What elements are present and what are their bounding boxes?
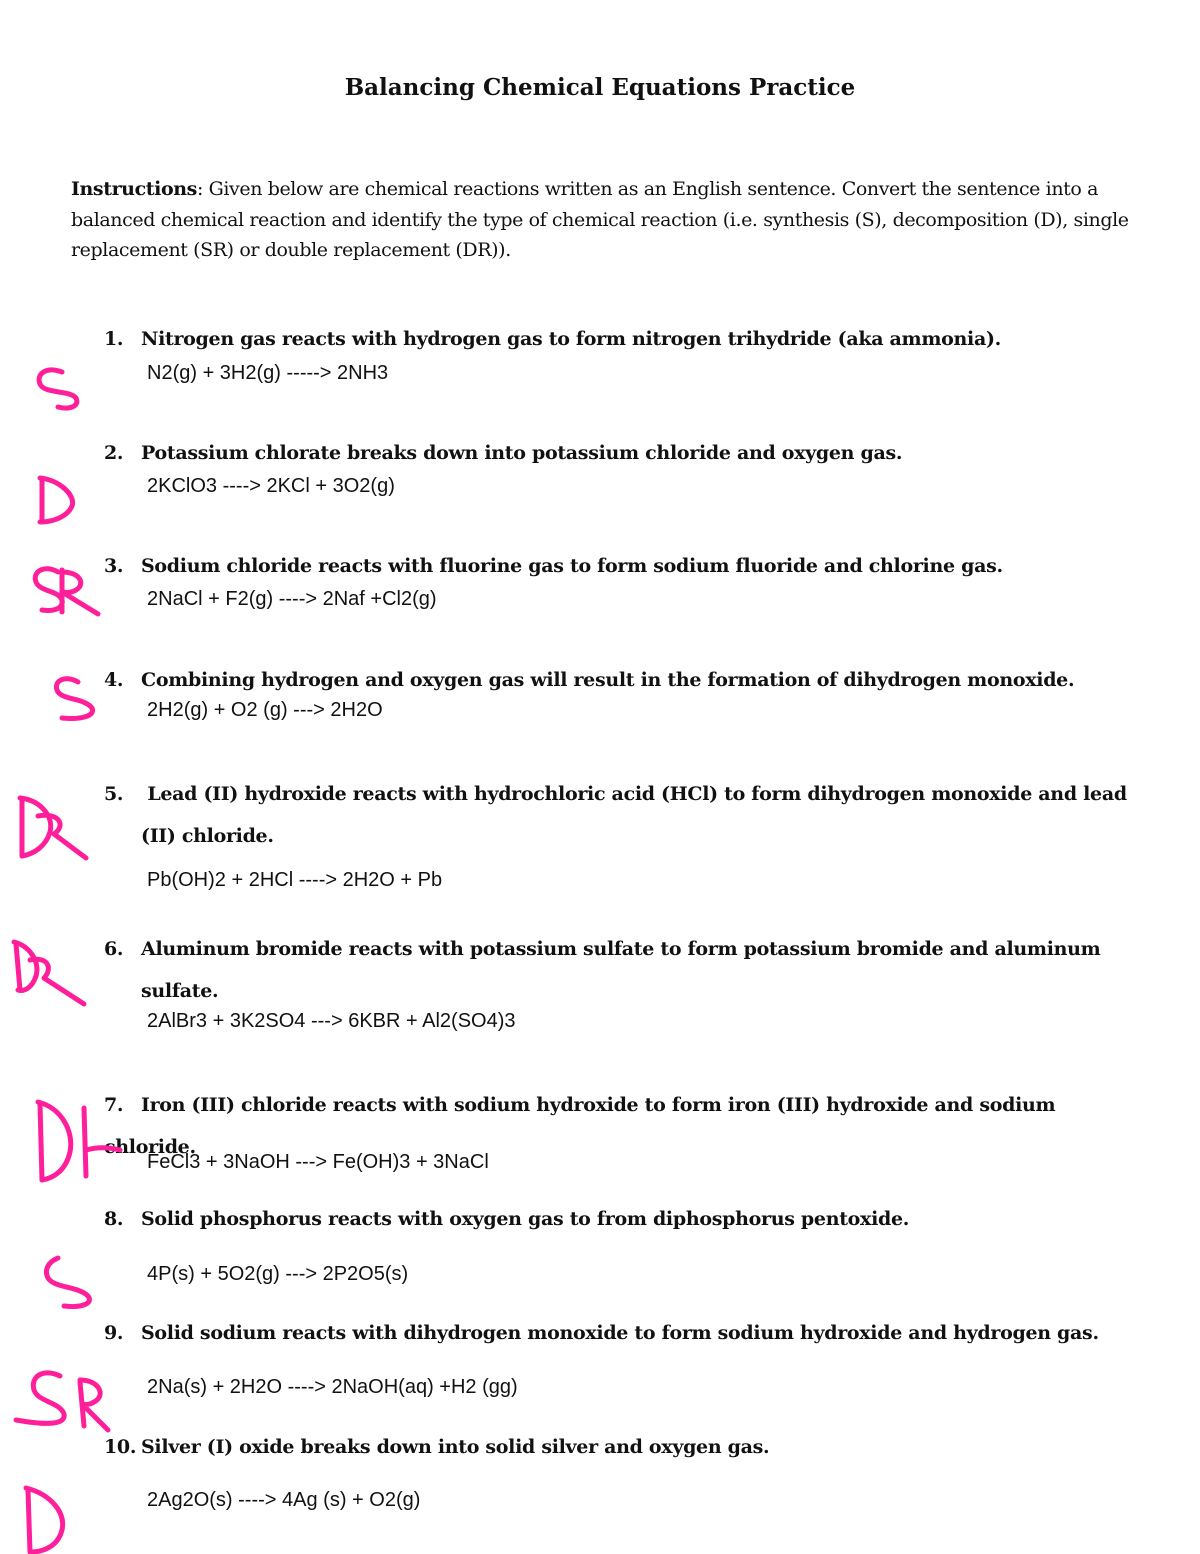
question-1 — [104, 318, 1144, 360]
answer-6: 2AlBr3 + 3K2SO4 ---> 6KBR + Al2(SO4)3 — [147, 1010, 516, 1032]
handwritten-mark-10 — [26, 1488, 63, 1552]
question-text: Combining hydrogen and oxygen gas will result in the formation of dihydrogen monoxide. — [141, 669, 1075, 691]
question-text: Iron (III) chloride reacts with sodium hydroxide to form iron (III) hydroxide and sodium chloride. — [104, 1094, 1056, 1158]
question-number: 10. — [104, 1436, 137, 1458]
question-text: Solid sodium reacts with dihydrogen monoxide to form sodium hydroxide and hydrogen gas. — [141, 1322, 1099, 1344]
question-number: 8. — [104, 1208, 124, 1230]
question-number: 5. — [104, 783, 124, 805]
question-4 — [104, 659, 1144, 701]
question-number: 4. — [104, 669, 124, 691]
question-number: 3. — [104, 555, 124, 577]
answer-4: 2H2(g) + O2 (g) ---> 2H2O — [147, 699, 383, 721]
question-text: Silver (I) oxide breaks down into solid silver and oxygen gas. — [141, 1436, 770, 1458]
handwritten-mark-3 — [35, 569, 98, 614]
question-text-cont: (II) chloride. — [141, 825, 274, 847]
answer-8: 4P(s) + 5O2(g) ---> 2P2O5(s) — [147, 1263, 409, 1285]
instructions-text: : Given below are chemical reactions written as an English sentence. Convert the sentence into a balanced chemical reaction and identify the type of chemical reaction (i.e. synthesis (S), decomposition (D), single replacement (SR) or double replacement (DR)). — [71, 178, 1129, 261]
answer-1: N2(g) + 3H2(g) -----> 2NH3 — [147, 362, 389, 384]
answer-9: 2Na(s) + 2H2O ----> 2NaOH(aq) +H2 (gg) — [147, 1376, 518, 1398]
question-3 — [104, 545, 1144, 587]
question-number: 2. — [104, 442, 124, 464]
answer-7: FeCl3 + 3NaOH ---> Fe(OH)3 + 3NaCl — [147, 1151, 489, 1173]
question-number: 7. — [104, 1094, 124, 1116]
question-text-cont: sulfate. — [141, 980, 219, 1002]
handwritten-mark-9 — [16, 1373, 108, 1430]
handwritten-mark-6 — [14, 942, 84, 1004]
answer-2: 2KClO3 ----> 2KCl + 3O2(g) — [147, 475, 395, 497]
question-8 — [104, 1198, 1144, 1240]
question-9 — [104, 1312, 1144, 1354]
instructions-label: Instructions — [71, 178, 197, 200]
question-5 — [104, 773, 1144, 857]
question-text: Solid phosphorus reacts with oxygen gas to from diphosphorus pentoxide. — [141, 1208, 910, 1230]
question-text: Lead (II) hydroxide reacts with hydrochloric acid (HCl) to form dihydrogen monoxide and lead — [141, 783, 1127, 805]
answer-5: Pb(OH)2 + 2HCl ----> 2H2O + Pb — [147, 869, 443, 891]
instructions — [71, 174, 1131, 266]
question-6 — [104, 928, 1144, 1012]
handwritten-mark-1 — [39, 370, 77, 408]
answer-3: 2NaCl + F2(g) ----> 2Naf +Cl2(g) — [147, 588, 437, 610]
handwritten-mark-5 — [20, 798, 86, 858]
question-2 — [104, 432, 1144, 474]
question-10 — [104, 1426, 1144, 1468]
handwritten-mark-4 — [56, 679, 92, 719]
handwritten-mark-2 — [40, 478, 73, 522]
question-text: Sodium chloride reacts with fluorine gas to form sodium fluoride and chlorine gas. — [141, 555, 1003, 577]
question-text: Aluminum bromide reacts with potassium sulfate to form potassium bromide and aluminum — [141, 938, 1101, 960]
question-number: 1. — [104, 328, 124, 350]
answer-10: 2Ag2O(s) ----> 4Ag (s) + O2(g) — [147, 1489, 421, 1511]
handwritten-mark-8 — [46, 1258, 89, 1307]
question-text: Potassium chlorate breaks down into potassium chloride and oxygen gas. — [141, 442, 903, 464]
page-title: Balancing Chemical Equations Practice — [344, 74, 856, 101]
question-number: 6. — [104, 938, 124, 960]
question-number: 9. — [104, 1322, 124, 1344]
question-text: Nitrogen gas reacts with hydrogen gas to form nitrogen trihydride (aka ammonia). — [141, 328, 1001, 350]
